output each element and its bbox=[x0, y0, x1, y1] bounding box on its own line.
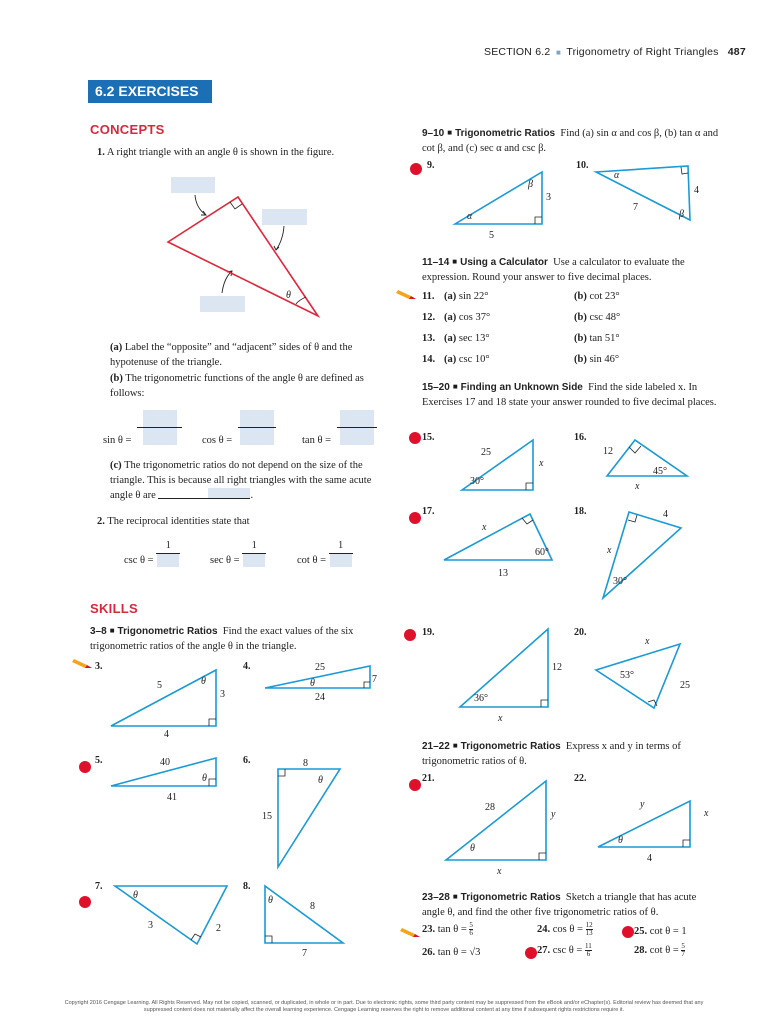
part-label: (b) bbox=[574, 354, 587, 365]
side-label: 25 bbox=[680, 680, 690, 691]
numerator: 1 bbox=[165, 540, 171, 551]
part-label: (b) bbox=[110, 373, 123, 384]
side-label: x bbox=[645, 636, 650, 647]
side-label: y bbox=[640, 799, 645, 810]
problem-number: 14. bbox=[422, 354, 436, 365]
part-text: Label the “opposite” and “adjacent” sides of θ and the hypotenuse of the triangle. bbox=[110, 342, 353, 368]
marker-dot bbox=[404, 629, 416, 641]
side-label: 12 bbox=[603, 446, 613, 457]
instructions-23-28: 23–28 ■ Trigonometric Ratios Sketch a triangle that has acute angle θ, and find the other five trigonometric ratios of θ. bbox=[422, 892, 697, 918]
problem-27 bbox=[537, 943, 592, 958]
problem-number: 8. bbox=[243, 881, 251, 892]
part-label: (a) bbox=[110, 342, 123, 353]
angle-label: θ bbox=[470, 843, 475, 854]
problem-number: 7. bbox=[95, 881, 103, 892]
answer-blank bbox=[208, 488, 250, 499]
instruction-text: Find (a) sin α and cos β, (b) tan α and cot β, and (c) sec α and csc β. bbox=[422, 128, 719, 154]
given-ratio: tan θ = bbox=[437, 924, 467, 935]
problem-number: 26. bbox=[422, 947, 436, 958]
header-separator: ■ bbox=[553, 48, 564, 57]
side-label: 4 bbox=[694, 185, 699, 196]
triangle-problem-6 bbox=[260, 755, 350, 875]
part-label: (a) bbox=[444, 354, 457, 365]
given-ratio: cot θ = 1 bbox=[649, 926, 687, 937]
angle-label: θ bbox=[318, 775, 323, 786]
problem-number: 6. bbox=[243, 755, 251, 766]
exercises-badge: 6.2 EXERCISES bbox=[88, 80, 212, 103]
side-label: 2 bbox=[216, 923, 221, 934]
part-label: (c) bbox=[110, 460, 122, 471]
expression: csc 48° bbox=[589, 312, 621, 323]
side-label: 8 bbox=[303, 758, 308, 769]
definition-label: cos θ = bbox=[202, 434, 233, 446]
angle-label: θ bbox=[133, 890, 138, 901]
exercise-range: 15–20 bbox=[422, 382, 450, 393]
pencil-icon bbox=[396, 287, 418, 301]
reciprocal-fraction bbox=[329, 538, 353, 567]
ratio-fraction bbox=[585, 943, 592, 958]
triangle-problem-10 bbox=[590, 160, 710, 230]
angle-label: 53° bbox=[620, 670, 634, 681]
angle-label: β bbox=[679, 209, 684, 220]
angle-label: θ bbox=[201, 676, 206, 687]
angle-label: α bbox=[467, 211, 473, 222]
question-1a bbox=[110, 340, 392, 370]
instructions-11-14: 11–14 ■ Using a Calculator Use a calculator to evaluate the expression. Round your answer to five decimal places. bbox=[422, 257, 685, 283]
denominator: 6 bbox=[469, 929, 473, 938]
problem-26 bbox=[422, 945, 480, 960]
triangle-problem-19 bbox=[440, 625, 570, 725]
side-label: 7 bbox=[302, 948, 307, 958]
side-label: 15 bbox=[262, 811, 272, 822]
triangle-problem-17 bbox=[440, 506, 560, 581]
question-1c bbox=[110, 458, 395, 503]
numerator: 5 bbox=[469, 921, 473, 930]
instruction-text: Express x and y in terms of trigonometric ratios of θ. bbox=[422, 741, 681, 767]
numerator: 1 bbox=[251, 540, 257, 551]
concepts-heading: CONCEPTS bbox=[90, 122, 165, 137]
side-label: 5 bbox=[489, 230, 494, 241]
side-label: x bbox=[539, 458, 544, 469]
instruction-text: Sketch a triangle that has acute angle θ, and find the other five trigonometric ratios of θ. bbox=[422, 892, 697, 918]
reciprocal-label: sec θ = bbox=[210, 554, 240, 566]
part-text: The trigonometric functions of the angle θ are defined as follows: bbox=[110, 373, 364, 399]
exercise-topic: Trigonometric Ratios bbox=[460, 892, 561, 903]
blank-fraction bbox=[238, 410, 276, 445]
side-label: 4 bbox=[663, 509, 668, 520]
problem-25 bbox=[634, 924, 687, 939]
instructions-9-10: 9–10 ■ Trigonometric Ratios Find (a) sin α and cos β, (b) tan α and cot β, and (c) sec α and csc β. bbox=[422, 128, 719, 154]
side-label: 13 bbox=[498, 568, 508, 579]
given-ratio: tan θ = √3 bbox=[437, 947, 481, 958]
definition-label: tan θ = bbox=[302, 434, 332, 446]
concepts-figure bbox=[160, 170, 330, 320]
triangle-problem-16 bbox=[595, 432, 705, 492]
side-label: 3 bbox=[148, 920, 153, 931]
part-end: . bbox=[250, 490, 254, 501]
theta-label: θ bbox=[286, 290, 291, 301]
definition-cos bbox=[202, 410, 276, 445]
numerator: 5 bbox=[681, 942, 685, 951]
question-number: 2. bbox=[97, 516, 105, 527]
reciprocal-label: cot θ = bbox=[297, 554, 327, 566]
instruction-text: Find the side labeled x. In Exercises 17 and 18 state your answer rounded to five decimal places. bbox=[422, 382, 717, 408]
angle-label: 45° bbox=[653, 466, 667, 477]
triangle-problem-7 bbox=[105, 878, 235, 953]
problem-number: 17. bbox=[422, 506, 435, 517]
part-label: (a) bbox=[444, 291, 457, 302]
side-label: 3 bbox=[220, 689, 225, 700]
angle-label: 30° bbox=[613, 576, 627, 587]
exercise-range: 21–22 bbox=[422, 741, 450, 752]
section-title: Trigonometry of Right Triangles bbox=[566, 46, 719, 58]
numerator: 1 bbox=[338, 540, 344, 551]
skills-instructions: 3–8 ■ Trigonometric Ratios Find the exact values of the six trigonometric ratios of the angle θ in the triangle. bbox=[90, 626, 354, 652]
problem-number: 3. bbox=[95, 661, 103, 672]
definition-label: sin θ = bbox=[103, 434, 132, 446]
expression: sin 22° bbox=[458, 291, 489, 302]
side-label: x bbox=[498, 713, 503, 724]
expression: sin 46° bbox=[589, 354, 620, 365]
problem-number: 22. bbox=[574, 773, 587, 784]
side-label: 8 bbox=[310, 901, 315, 912]
calc-row bbox=[422, 312, 620, 333]
marker-dot bbox=[409, 779, 421, 791]
angle-label: θ bbox=[310, 678, 315, 689]
reciprocal-fraction bbox=[156, 538, 180, 567]
expression: csc 10° bbox=[458, 354, 490, 365]
problem-number: 11. bbox=[422, 291, 435, 302]
pencil-icon bbox=[400, 925, 422, 939]
problem-number: 10. bbox=[576, 160, 589, 171]
part-text: The trigonometric ratios do not depend on the size of the triangle. This is because all right triangles with the same acute angle θ are bbox=[110, 460, 372, 501]
running-header bbox=[484, 46, 746, 58]
reciprocal-cot bbox=[297, 538, 353, 567]
exercise-topic: Finding an Unknown Side bbox=[460, 382, 583, 393]
marker-dot bbox=[79, 896, 91, 908]
skills-heading: SKILLS bbox=[90, 601, 139, 616]
angle-label: θ bbox=[202, 773, 207, 784]
question-1 bbox=[97, 145, 377, 160]
answer-box bbox=[262, 209, 307, 225]
problem-number: 25. bbox=[634, 926, 648, 937]
side-label: 12 bbox=[552, 662, 562, 673]
question-text: A right triangle with an angle θ is shown in the figure. bbox=[106, 147, 335, 158]
calc-row bbox=[422, 354, 620, 375]
problem-number: 20. bbox=[574, 627, 587, 638]
problem-number: 18. bbox=[574, 506, 587, 517]
problem-number: 13. bbox=[422, 333, 436, 344]
part-label: (a) bbox=[444, 312, 457, 323]
instruction-text: Use a calculator to evaluate the expression. Round your answer to five decimal places. bbox=[422, 257, 685, 283]
answer-box bbox=[171, 177, 215, 193]
side-label: 7 bbox=[633, 202, 638, 213]
triangle-problem-5 bbox=[105, 752, 225, 807]
calc-row bbox=[422, 291, 620, 312]
expression: cos 37° bbox=[458, 312, 491, 323]
exercise-topic: Trigonometric Ratios bbox=[117, 626, 218, 637]
answer-blank bbox=[158, 488, 208, 499]
part-label: (b) bbox=[574, 291, 587, 302]
problem-number: 23. bbox=[422, 924, 436, 935]
problem-number: 16. bbox=[574, 432, 587, 443]
reciprocal-fraction bbox=[242, 538, 266, 567]
side-label: 25 bbox=[315, 662, 325, 673]
copyright-footer: Copyright 2016 Cengage Learning. All Rights Reserved. May not be copied, scanned, or duplicated, in whole or in part. Due to electronic rights, some third party content may be suppressed from the eBook and/or eChapter(s). Editorial review has deemed that any suppressed content does not materially affect the overall learning experience. Cengage Learning reserves the right to remove additional content at any time if subsequent rights restrictions require it. bbox=[64, 1000, 704, 1013]
side-label: 4 bbox=[647, 853, 652, 864]
side-label: 40 bbox=[160, 757, 170, 768]
problem-number: 4. bbox=[243, 661, 251, 672]
part-label: (b) bbox=[574, 333, 587, 344]
problem-number: 27. bbox=[537, 945, 551, 956]
calculator-problems bbox=[422, 291, 620, 375]
denominator: 13 bbox=[585, 929, 593, 938]
marker-dot bbox=[409, 512, 421, 524]
exercise-range: 23–28 bbox=[422, 892, 450, 903]
angle-label: β bbox=[528, 179, 533, 190]
angle-label: α bbox=[614, 170, 620, 181]
exercise-topic: Using a Calculator bbox=[460, 257, 548, 268]
part-label: (a) bbox=[444, 333, 457, 344]
answer-box bbox=[200, 296, 245, 312]
side-label: 4 bbox=[164, 729, 169, 740]
angle-label: 60° bbox=[535, 547, 549, 558]
side-label: 25 bbox=[481, 447, 491, 458]
part-label: (b) bbox=[574, 312, 587, 323]
reciprocal-csc bbox=[124, 538, 180, 567]
triangle-problem-18 bbox=[595, 506, 705, 606]
triangle-problem-22 bbox=[590, 795, 720, 870]
denominator: 6 bbox=[586, 950, 591, 959]
side-label: x bbox=[704, 808, 709, 819]
marker-dot bbox=[410, 163, 422, 175]
blank-fraction bbox=[337, 410, 377, 445]
question-text: The reciprocal identities state that bbox=[107, 516, 250, 527]
question-1b bbox=[110, 371, 392, 401]
numerator: 12 bbox=[585, 921, 593, 930]
given-ratio: cos θ = bbox=[552, 924, 583, 935]
question-number: 1. bbox=[97, 147, 105, 158]
side-label: 5 bbox=[157, 680, 162, 691]
marker-dot bbox=[525, 947, 537, 959]
side-label: x bbox=[497, 866, 502, 877]
side-label: 28 bbox=[485, 802, 495, 813]
angle-label: 36° bbox=[474, 693, 488, 704]
problem-number: 15. bbox=[422, 432, 435, 443]
triangle-problem-15 bbox=[450, 436, 560, 496]
marker-dot bbox=[409, 432, 421, 444]
side-label: y bbox=[551, 809, 556, 820]
problem-24 bbox=[537, 922, 593, 937]
side-label: x bbox=[607, 545, 612, 556]
instruction-text: Find the exact values of the six trigonometric ratios of the angle θ in the triangle. bbox=[90, 626, 354, 652]
side-label: 3 bbox=[546, 192, 551, 203]
side-label: 24 bbox=[315, 692, 325, 703]
angle-label: θ bbox=[268, 895, 273, 906]
instructions-15-20: 15–20 ■ Finding an Unknown Side Find the side labeled x. In Exercises 17 and 18 state your answer rounded to five decimal places. bbox=[422, 382, 717, 408]
exercise-range: 9–10 bbox=[422, 128, 445, 139]
ratio-fraction bbox=[586, 922, 593, 937]
exercise-range: 11–14 bbox=[422, 257, 450, 268]
problem-number: 9. bbox=[427, 160, 435, 171]
reciprocal-label: csc θ = bbox=[124, 554, 154, 566]
side-label: 7 bbox=[372, 674, 377, 685]
question-2 bbox=[97, 514, 250, 529]
problem-number: 21. bbox=[422, 773, 435, 784]
triangle-problem-9 bbox=[445, 162, 555, 242]
instructions-21-22: 21–22 ■ Trigonometric Ratios Express x and y in terms of trigonometric ratios of θ. bbox=[422, 741, 681, 767]
marker-dot bbox=[79, 761, 91, 773]
given-ratio: csc θ = bbox=[552, 945, 583, 956]
side-label: x bbox=[635, 481, 640, 492]
reciprocal-sec bbox=[210, 538, 266, 567]
denominator: 7 bbox=[681, 950, 685, 959]
page-number: 487 bbox=[727, 46, 746, 58]
exercise-range: 3–8 bbox=[90, 626, 107, 637]
triangle-problem-20 bbox=[590, 632, 710, 712]
problem-number: 19. bbox=[422, 627, 435, 638]
calc-row bbox=[422, 333, 620, 354]
angle-label: θ bbox=[618, 835, 623, 846]
problem-number: 5. bbox=[95, 755, 103, 766]
given-ratio: cot θ = bbox=[649, 945, 679, 956]
definition-sin bbox=[103, 410, 182, 445]
exercise-topic: Trigonometric Ratios bbox=[455, 128, 556, 139]
expression: sec 13° bbox=[458, 333, 490, 344]
problem-number: 24. bbox=[537, 924, 551, 935]
angle-label: 30° bbox=[470, 476, 484, 487]
problem-number: 12. bbox=[422, 312, 436, 323]
numerator: 11 bbox=[584, 942, 592, 951]
problem-23 bbox=[422, 922, 473, 937]
marker-dot bbox=[622, 926, 634, 938]
section-number: SECTION 6.2 bbox=[484, 46, 551, 58]
blank-fraction bbox=[137, 410, 182, 445]
triangle-problem-8 bbox=[255, 878, 355, 958]
triangle-problem-4 bbox=[260, 658, 390, 708]
expression: tan 51° bbox=[589, 333, 620, 344]
problem-28 bbox=[634, 943, 685, 958]
side-label: 41 bbox=[167, 792, 177, 803]
problem-number: 28. bbox=[634, 945, 648, 956]
expression: cot 23° bbox=[589, 291, 620, 302]
ratio-fraction bbox=[681, 943, 685, 958]
triangle-problem-21 bbox=[440, 775, 570, 880]
ratio-fraction bbox=[469, 922, 473, 937]
side-label: x bbox=[482, 522, 487, 533]
pencil-icon bbox=[72, 656, 94, 670]
triangle-problem-3 bbox=[105, 660, 225, 740]
exercise-topic: Trigonometric Ratios bbox=[460, 741, 561, 752]
definition-tan bbox=[302, 410, 377, 445]
